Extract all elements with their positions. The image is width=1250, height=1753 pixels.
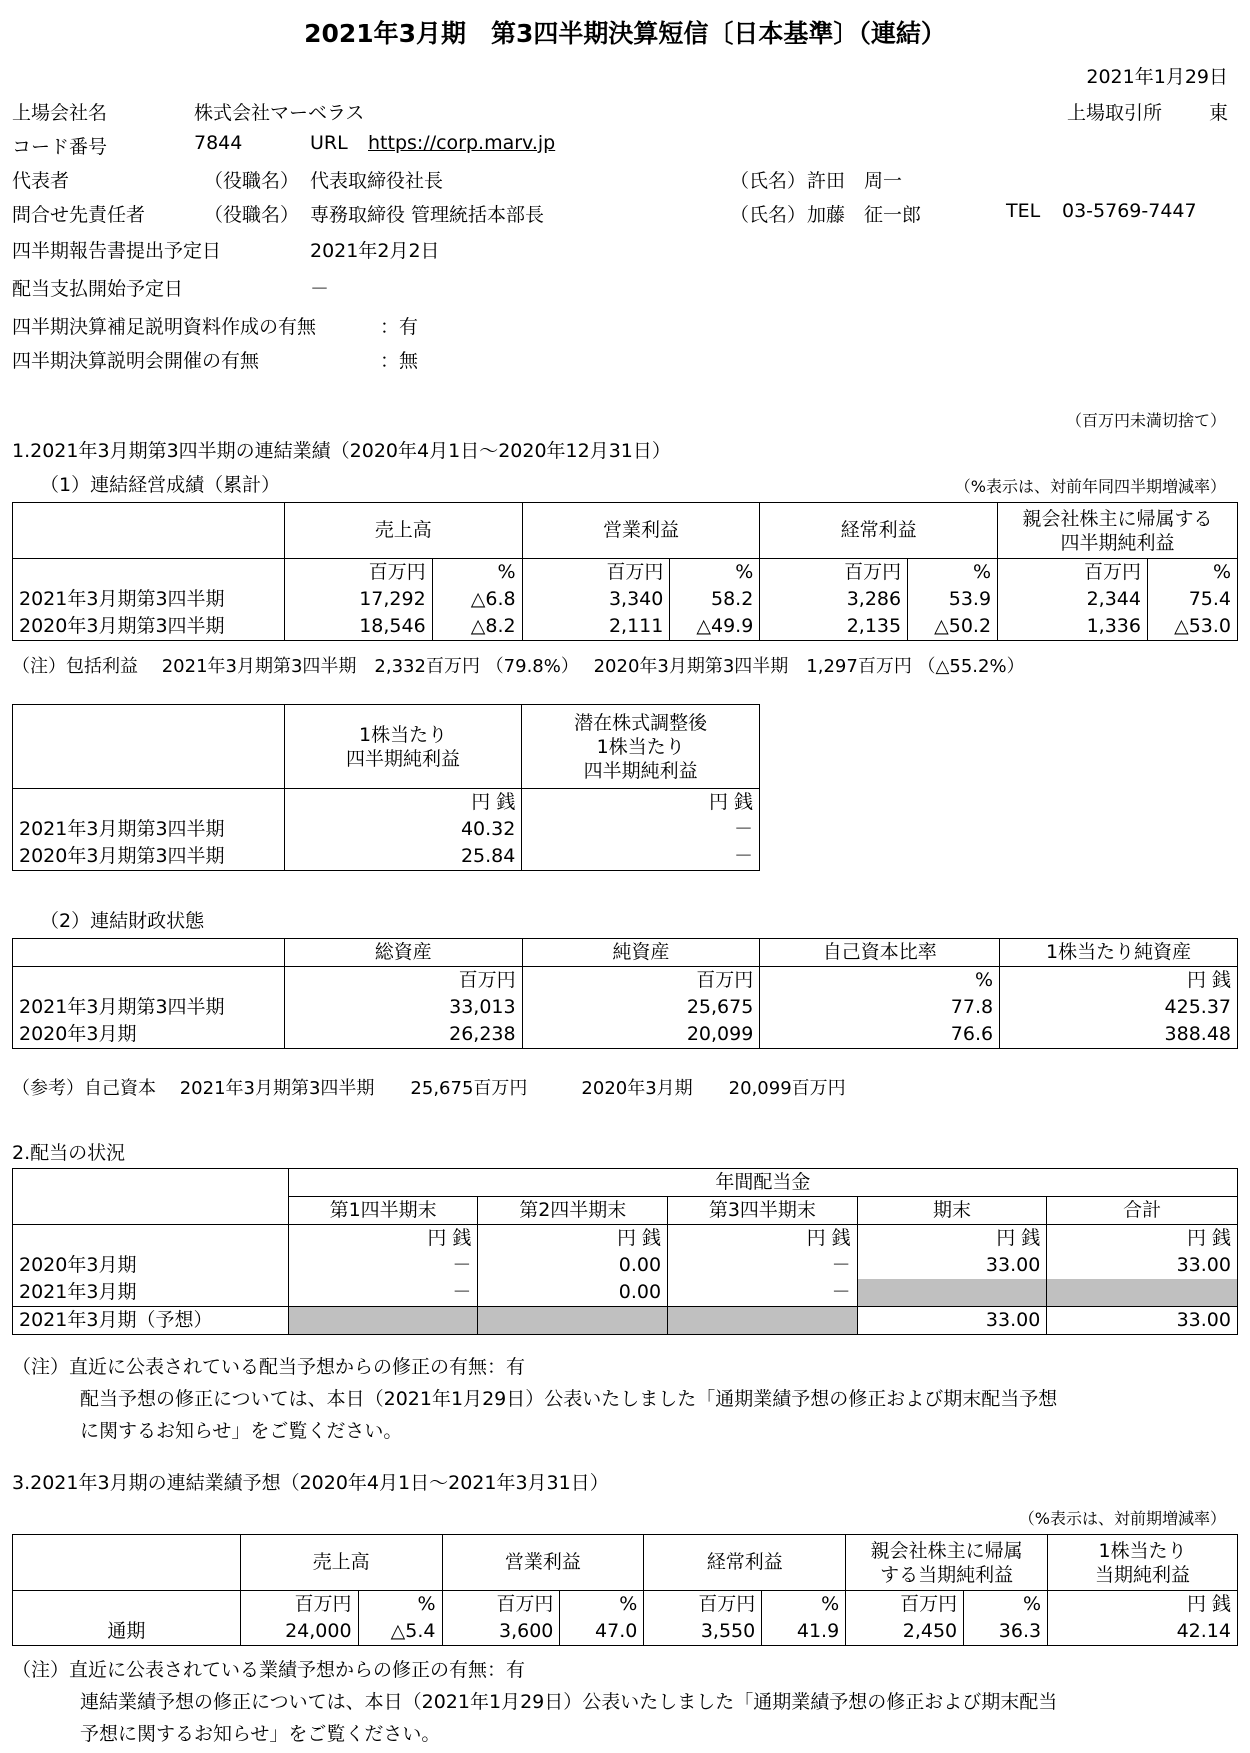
forecast-table (12, 1534, 1238, 1646)
cell: 53.9 (908, 586, 998, 613)
unit-cell: 百万円 (284, 559, 432, 587)
cell: 40.32 (284, 816, 522, 843)
dividend-note-2: 配当予想の修正については、本日（2021年1月29日）公表いたしました「通期業績予想の修正および期末配当予想 (80, 1388, 1058, 1410)
cell: － (288, 1279, 478, 1307)
unit-cell: % (358, 1591, 442, 1619)
page-title: 2021年3月期 第3四半期決算短信〔日本基準〕（連結） (304, 19, 946, 48)
cell: 25.84 (284, 843, 522, 871)
section1-sub2: （2）連結財政状態 (40, 910, 205, 932)
code: 7844 (194, 132, 243, 154)
header-net-assets: 純資産 (522, 939, 760, 967)
forecast-note-1: （注）直近に公表されている業績予想からの修正の有無：有 (12, 1659, 526, 1681)
header-ordinary-profit: 経常利益 (760, 503, 998, 559)
header-equity-ratio: 自己資本比率 (760, 939, 1000, 967)
unit-cell: 円 銭 (1047, 1225, 1238, 1253)
header-ordinary-profit: 経常利益 (644, 1535, 846, 1591)
unit-cell: 百万円 (644, 1591, 762, 1619)
cell: 388.48 (1000, 1021, 1238, 1049)
cell: 3,286 (760, 586, 908, 613)
comprehensive-income-note: （注）包括利益 2021年3月期第3四半期 2,332百万円 （79.8%） 2020年3月期第3四半期 1,297百万円 （△55.2%） (12, 656, 1025, 677)
code-label: コード番号 (12, 136, 108, 158)
shaded-cell (668, 1307, 858, 1335)
shaded-cell (857, 1279, 1047, 1307)
unit-cell: 円 銭 (668, 1225, 858, 1253)
row-label: 2021年3月期第3四半期 (13, 586, 285, 613)
financial-position-table (12, 938, 1238, 1049)
table-row (13, 1021, 1238, 1049)
dividend-date: － (310, 278, 330, 300)
row-label: 2021年3月期 (13, 1279, 289, 1307)
table-row (13, 816, 760, 843)
cell: 47.0 (560, 1618, 644, 1646)
cell: － (668, 1279, 858, 1307)
cell: △50.2 (908, 613, 998, 641)
row-label: 2021年3月期第3四半期 (13, 994, 285, 1021)
table-row (13, 586, 1238, 613)
url-label: URL (310, 132, 348, 154)
supp-value: ：有 (380, 316, 419, 338)
cell: － (668, 1252, 858, 1279)
briefing-value: ：無 (380, 350, 419, 372)
header-blank (13, 503, 285, 559)
cell: － (288, 1252, 478, 1279)
contact-name-label: （氏名） (730, 204, 807, 226)
cell: 1,336 (998, 613, 1148, 641)
unit-cell: 円 銭 (522, 789, 760, 817)
exchange: 東 (1209, 102, 1229, 124)
cell: 2,111 (522, 613, 670, 641)
row-label: 2020年3月期 (13, 1252, 289, 1279)
header-blank (13, 939, 285, 967)
unit-cell: % (432, 559, 522, 587)
forecast-pct-note: （%表示は、対前期増減率） (1018, 1509, 1226, 1528)
cell: △5.4 (358, 1618, 442, 1646)
forecast-note-2: 連結業績予想の修正については、本日（2021年1月29日）公表いたしました「通期業績予想の修正および期末配当 (80, 1691, 1058, 1713)
operating-results-table (12, 502, 1238, 641)
header-total-assets: 総資産 (284, 939, 522, 967)
equity-note: （参考）自己資本 2021年3月期第3四半期 25,675百万円 2020年3月期 20,099百万円 (12, 1078, 846, 1099)
cell: 2,344 (998, 586, 1148, 613)
cell: － (522, 843, 760, 871)
contact-role-label: （役職名） (204, 204, 300, 226)
cell: 36.3 (964, 1618, 1048, 1646)
cell: 18,546 (284, 613, 432, 641)
unit-cell: % (760, 967, 1000, 995)
section3-heading: 3.2021年3月期の連結業績予想（2020年4月1日～2021年3月31日） (12, 1472, 609, 1494)
rep-role: 代表取締役社長 (310, 170, 444, 192)
company-name: 株式会社マーベラス (194, 102, 365, 124)
cell: 33,013 (284, 994, 522, 1021)
cell: 75.4 (1147, 586, 1237, 613)
row-label: 2020年3月期 (13, 1021, 285, 1049)
header-sales: 売上高 (240, 1535, 442, 1591)
unit-cell: % (762, 1591, 846, 1619)
contact-label: 問合せ先責任者 (12, 204, 146, 226)
cell: △6.8 (432, 586, 522, 613)
cell: 25,675 (522, 994, 760, 1021)
cell: 3,340 (522, 586, 670, 613)
unit-cell: % (1147, 559, 1237, 587)
shaded-cell (1047, 1279, 1238, 1307)
briefing-label: 四半期決算説明会開催の有無 (12, 350, 260, 372)
row-label: 2020年3月期第3四半期 (13, 613, 285, 641)
table-row (13, 994, 1238, 1021)
table-row (13, 1252, 1238, 1279)
cell: △49.9 (670, 613, 760, 641)
header-operating-profit: 営業利益 (522, 503, 760, 559)
row-label: 通期 (13, 1618, 241, 1646)
shaded-cell (478, 1307, 668, 1335)
unit-cell: % (560, 1591, 644, 1619)
eps-table (12, 704, 760, 871)
cell: 33.00 (857, 1307, 1047, 1335)
exchange-label: 上場取引所 (1067, 102, 1163, 124)
cell: 33.00 (1047, 1307, 1238, 1335)
row-label: 2021年3月期（予想） (13, 1307, 289, 1335)
cell: 17,292 (284, 586, 432, 613)
cell: △53.0 (1147, 613, 1237, 641)
cell: 26,238 (284, 1021, 522, 1049)
unit-cell: 円 銭 (857, 1225, 1047, 1253)
unit-cell: 円 銭 (288, 1225, 478, 1253)
cell: 3,600 (442, 1618, 560, 1646)
row-label: 2021年3月期第3四半期 (13, 816, 285, 843)
header-sales: 売上高 (284, 503, 522, 559)
cell: 2,135 (760, 613, 908, 641)
cell: 58.2 (670, 586, 760, 613)
report-date-label: 四半期報告書提出予定日 (12, 240, 222, 262)
unit-cell: 円 銭 (1048, 1591, 1238, 1619)
cell: 42.14 (1048, 1618, 1238, 1646)
table-row (13, 843, 760, 871)
rounding-note: （百万円未満切捨て） (1065, 411, 1226, 430)
unit-cell: 百万円 (442, 1591, 560, 1619)
table-row (13, 1618, 1238, 1646)
rep-label: 代表者 (12, 170, 70, 192)
unit-cell: 百万円 (998, 559, 1148, 587)
dividend-table (12, 1168, 1238, 1335)
cell: 2,450 (846, 1618, 964, 1646)
header-eps: 1株当たり 当期純利益 (1048, 1535, 1238, 1591)
dividend-note-3: に関するお知らせ」をご覧ください。 (80, 1420, 403, 1442)
forecast-note-3: 予想に関するお知らせ」をご覧ください。 (80, 1723, 441, 1745)
report-date: 2021年1月29日 (1086, 66, 1228, 88)
cell: 33.00 (857, 1252, 1047, 1279)
header-bps: 1株当たり純資産 (1000, 939, 1238, 967)
unit-cell: 百万円 (760, 559, 908, 587)
cell: 0.00 (478, 1279, 668, 1307)
header-q1: 第1四半期末 (288, 1197, 478, 1225)
unit-cell: 円 銭 (284, 789, 522, 817)
cell: 77.8 (760, 994, 1000, 1021)
pct-note: （%表示は、対前年同四半期増減率） (954, 477, 1226, 496)
table-row (13, 1307, 1238, 1335)
header-blank (13, 705, 285, 789)
section1-heading: 1.2021年3月期第3四半期の連結業績（2020年4月1日～2020年12月31日） (12, 440, 671, 462)
unit-cell: 円 銭 (478, 1225, 668, 1253)
cell: 76.6 (760, 1021, 1000, 1049)
cell: 24,000 (240, 1618, 358, 1646)
header-net-income: 親会社株主に帰属する 四半期純利益 (998, 503, 1238, 559)
company-name-label: 上場会社名 (12, 102, 108, 124)
unit-cell: % (908, 559, 998, 587)
header-blank (13, 1535, 241, 1591)
tel: 03-5769-7447 (1062, 200, 1197, 222)
header-blank (13, 1169, 289, 1225)
report-filing-date: 2021年2月2日 (310, 240, 440, 262)
cell: － (522, 816, 760, 843)
cell: 3,550 (644, 1618, 762, 1646)
unit-cell: 百万円 (522, 559, 670, 587)
shaded-cell (288, 1307, 478, 1335)
row-label: 2020年3月期第3四半期 (13, 843, 285, 871)
header-operating-profit: 営業利益 (442, 1535, 644, 1591)
unit-cell: 百万円 (240, 1591, 358, 1619)
dividend-note-1: （注）直近に公表されている配当予想からの修正の有無：有 (12, 1356, 526, 1378)
rep-name-label: （氏名） (730, 170, 807, 192)
unit-cell: 百万円 (284, 967, 522, 995)
cell: 41.9 (762, 1618, 846, 1646)
cell: 20,099 (522, 1021, 760, 1049)
section2-heading: 2.配当の状況 (12, 1142, 126, 1164)
header-year-end: 期末 (857, 1197, 1047, 1225)
rep-name: 許田 周一 (807, 170, 903, 192)
rep-role-label: （役職名） (204, 170, 300, 192)
tel-label: TEL (1006, 200, 1041, 222)
section1-sub1: （1）連結経営成績（累計） (40, 474, 281, 496)
unit-cell: % (964, 1591, 1048, 1619)
header-net-income: 親会社株主に帰属 する当期純利益 (846, 1535, 1048, 1591)
supp-label: 四半期決算補足説明資料作成の有無 (12, 316, 317, 338)
table-row (13, 613, 1238, 641)
contact-name: 加藤 征一郎 (807, 204, 922, 226)
contact-role: 専務取締役 管理統括本部長 (310, 204, 545, 226)
unit-cell: 円 銭 (1000, 967, 1238, 995)
cell: 33.00 (1047, 1252, 1238, 1279)
table-row (13, 1279, 1238, 1307)
unit-cell: 百万円 (522, 967, 760, 995)
cell: 0.00 (478, 1252, 668, 1279)
unit-cell: % (670, 559, 760, 587)
company-url-link[interactable]: https://corp.marv.jp (368, 132, 556, 154)
header-eps: 1株当たり 四半期純利益 (284, 705, 522, 789)
header-annual-dividend: 年間配当金 (288, 1169, 1237, 1197)
header-q3: 第3四半期末 (668, 1197, 858, 1225)
cell: △8.2 (432, 613, 522, 641)
dividend-date-label: 配当支払開始予定日 (12, 278, 184, 300)
unit-cell: 百万円 (846, 1591, 964, 1619)
header-diluted-eps: 潜在株式調整後 1株当たり 四半期純利益 (522, 705, 760, 789)
header-total: 合計 (1047, 1197, 1238, 1225)
cell: 425.37 (1000, 994, 1238, 1021)
header-q2: 第2四半期末 (478, 1197, 668, 1225)
